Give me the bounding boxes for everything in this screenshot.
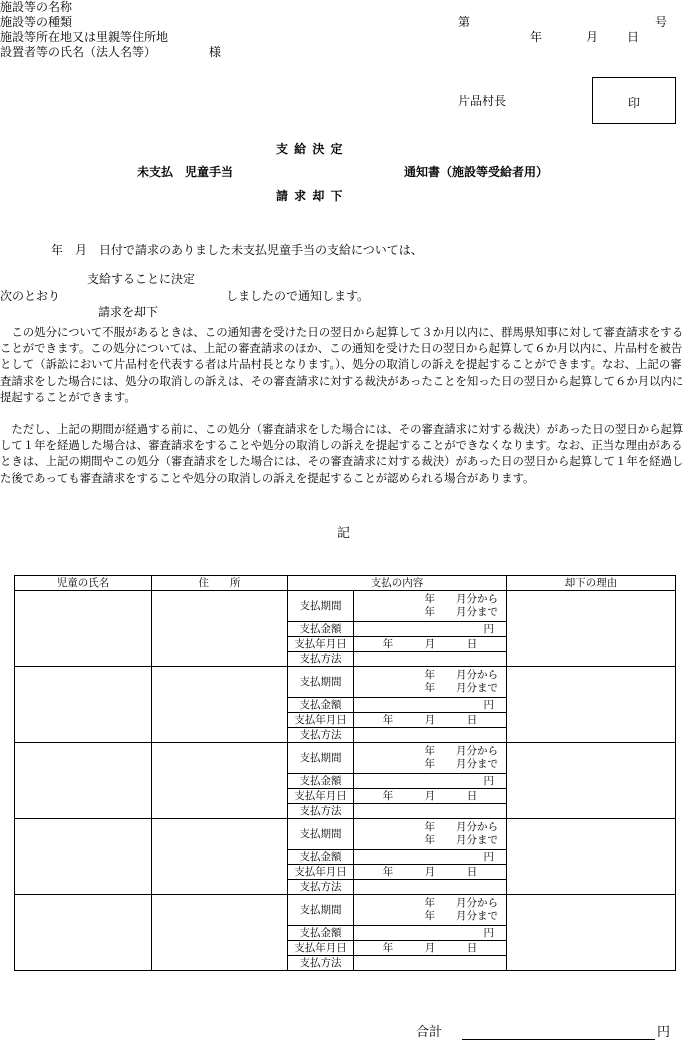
address-cell[interactable]	[152, 667, 288, 743]
method-value[interactable]	[354, 652, 507, 667]
period-label: 支払期間	[288, 743, 354, 774]
seal-label: 印	[627, 96, 640, 110]
pay-date-label: 支払年月日	[288, 789, 354, 804]
pay-date-label: 支払年月日	[288, 713, 354, 728]
period-label: 支払期間	[288, 819, 354, 850]
header-rejection-reason: 却下の理由	[507, 576, 676, 591]
facility-name-label: 施設等の名称	[0, 0, 73, 14]
amount-label: 支払金額	[288, 926, 354, 941]
table-header-row	[15, 576, 676, 591]
facility-address-label: 施設等所在地又は里親等住所地	[0, 30, 169, 44]
period-from: 年 月分から	[424, 821, 498, 833]
method-value[interactable]	[354, 880, 507, 895]
pay-date-value[interactable]: 年 月 日	[354, 941, 507, 956]
period-label: 支払期間	[288, 667, 354, 698]
period-to: 年 月分まで	[424, 910, 498, 922]
total-unit: 円	[657, 1025, 671, 1040]
number-prefix: 第	[458, 15, 471, 29]
table-row	[15, 895, 676, 926]
period-value[interactable]	[354, 743, 507, 774]
date-year: 年	[530, 30, 543, 44]
period-to: 年 月分まで	[424, 834, 498, 846]
next-text: 次のとおり	[0, 289, 61, 303]
method-label: 支払方法	[288, 880, 354, 895]
table-row	[15, 743, 676, 774]
period-value[interactable]	[354, 591, 507, 622]
number-suffix: 号	[655, 15, 668, 29]
honorific: 様	[209, 45, 222, 59]
address-cell[interactable]	[152, 591, 288, 667]
amount-label: 支払金額	[288, 850, 354, 865]
pay-date-label: 支払年月日	[288, 941, 354, 956]
pay-date-value[interactable]: 年 月 日	[354, 713, 507, 728]
method-label: 支払方法	[288, 956, 354, 971]
amount-value[interactable]: 円	[354, 698, 507, 713]
pay-date-value[interactable]: 年 月 日	[354, 637, 507, 652]
amount-label: 支払金額	[288, 622, 354, 637]
header-address: 住 所	[152, 576, 288, 591]
method-label: 支払方法	[288, 652, 354, 667]
detail-table	[14, 575, 676, 971]
amount-label: 支払金額	[288, 698, 354, 713]
amount-value[interactable]: 円	[354, 850, 507, 865]
paragraph-limitation	[0, 421, 685, 486]
child-name-cell[interactable]	[15, 667, 152, 743]
title-notice: 通知書（施設等受給者用）	[404, 165, 549, 179]
seal-box	[592, 77, 676, 124]
date-day: 日	[627, 30, 640, 44]
address-cell[interactable]	[152, 819, 288, 895]
total-label: 合計	[416, 1025, 443, 1040]
pay-date-value[interactable]: 年 月 日	[354, 789, 507, 804]
child-name-cell[interactable]	[15, 895, 152, 971]
child-name-cell[interactable]	[15, 743, 152, 819]
method-label: 支払方法	[288, 804, 354, 819]
paragraph-appeal	[0, 324, 685, 405]
total-line	[462, 1039, 655, 1040]
title-unpaid-allowance: 未支払 児童手当	[137, 165, 234, 179]
period-label: 支払期間	[288, 895, 354, 926]
period-value[interactable]	[354, 667, 507, 698]
table-row	[15, 667, 676, 698]
header-child-name: 児童の氏名	[15, 576, 152, 591]
rejection-reason-cell[interactable]	[507, 591, 676, 667]
method-value[interactable]	[354, 956, 507, 971]
period-value[interactable]	[354, 819, 507, 850]
intro-text: 年 月 日付で請求のありました未支払児童手当の支給については、	[51, 243, 423, 257]
amount-value[interactable]: 円	[354, 926, 507, 941]
period-value[interactable]	[354, 895, 507, 926]
amount-value[interactable]: 円	[354, 622, 507, 637]
amount-label: 支払金額	[288, 774, 354, 789]
period-from: 年 月分から	[424, 897, 498, 909]
title-pay-decision: 支 給 決 定	[276, 142, 344, 156]
rejection-reason-cell[interactable]	[507, 743, 676, 819]
option-reject: 請求を却下	[98, 305, 159, 319]
pay-date-label: 支払年月日	[288, 637, 354, 652]
address-cell[interactable]	[152, 743, 288, 819]
rejection-reason-cell[interactable]	[507, 819, 676, 895]
child-name-cell[interactable]	[15, 819, 152, 895]
period-to: 年 月分まで	[424, 758, 498, 770]
title-rejection: 請 求 却 下	[276, 189, 344, 203]
period-label: 支払期間	[288, 591, 354, 622]
ki-marker: 記	[337, 526, 351, 541]
date-month: 月	[586, 30, 599, 44]
period-from: 年 月分から	[424, 669, 498, 681]
issuer: 片品村長	[458, 94, 507, 108]
child-name-cell[interactable]	[15, 591, 152, 667]
option-pay: 支給することに決定	[87, 272, 196, 286]
header-payment-content: 支払の内容	[288, 576, 507, 591]
method-value[interactable]	[354, 728, 507, 743]
period-to: 年 月分まで	[424, 682, 498, 694]
period-to: 年 月分まで	[424, 606, 498, 618]
rejection-reason-cell[interactable]	[507, 895, 676, 971]
method-label: 支払方法	[288, 728, 354, 743]
facility-type-label: 施設等の種類	[0, 15, 73, 29]
method-value[interactable]	[354, 804, 507, 819]
paragraph-appeal-text: この処分について不服があるときは、この通知書を受けた日の翌日から起算して３か月以内に、群馬県知事に対して審査請求をすることができます。この処分については、上記の審査請求のほか、この通知を受けた日の翌日から起算して６か月以内に、片品村を被告として（訴訟において片品村を代表する者は片品村長となります。）、処分の取消しの訴えを提起することができます。なお、上記の審査請求をした場合には、処分の取消しの訴えは、その審査請求に対する裁決があったことを知った日の翌日から起算して６か月以内に提起することができます。	[0, 325, 684, 404]
pay-date-value[interactable]: 年 月 日	[354, 865, 507, 880]
period-from: 年 月分から	[424, 745, 498, 757]
notice-end: しましたので通知します。	[226, 289, 370, 303]
paragraph-limitation-text: ただし、上記の期間が経過する前に、この処分（審査請求をした場合には、その審査請求に対する裁決）があった日の翌日から起算して１年を経過した場合は、審査請求をすることや処分の取消しの訴えを提起することができなくなります。なお、正当な理由があるときは、上記の期間やこの処分（審査請求をした場合には、その審査請求に対する裁決）があった日の翌日から起算して１年を経過した後であっても審査請求をすることや処分の取消しの訴えを提起することが認められる場合があります。	[0, 422, 684, 485]
table-row	[15, 819, 676, 850]
address-cell[interactable]	[152, 895, 288, 971]
period-from: 年 月分から	[424, 593, 498, 605]
rejection-reason-cell[interactable]	[507, 667, 676, 743]
pay-date-label: 支払年月日	[288, 865, 354, 880]
amount-value[interactable]: 円	[354, 774, 507, 789]
owner-name-label: 設置者等の氏名（法人名等）	[0, 45, 157, 59]
table-row	[15, 591, 676, 622]
